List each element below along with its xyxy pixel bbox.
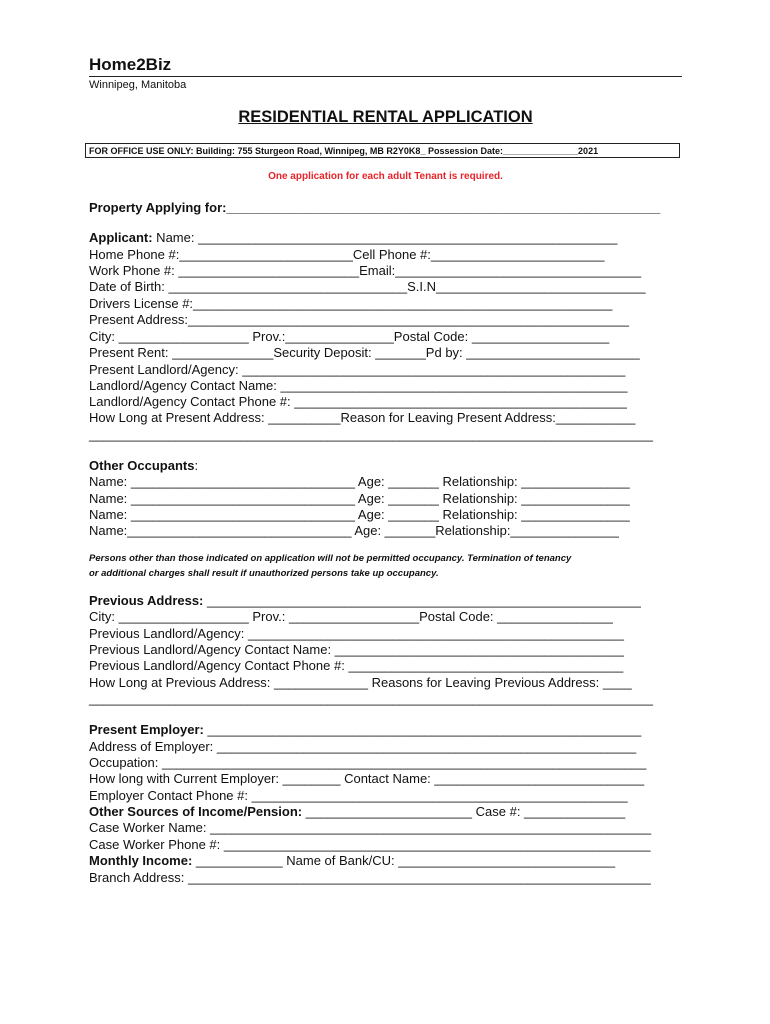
- reason-leaving-previous-continuation[interactable]: ______________________________________________________________________________: [89, 691, 653, 706]
- application-note: One application for each adult Tenant is required.: [268, 171, 503, 182]
- occupancy-warning-line-1: Persons other than those indicated on application will not be permitted occupancy. Termination of tenancy: [89, 553, 572, 564]
- how-long-previous-field[interactable]: How Long at Previous Address: _____________ Reasons for Leaving Previous Address: ____: [89, 675, 632, 690]
- previous-contact-name-field[interactable]: Previous Landlord/Agency Contact Name: ________________________________________: [89, 642, 624, 657]
- date-of-birth-field[interactable]: Date of Birth: _________________________________S.I.N_____________________________: [89, 279, 646, 294]
- previous-city-field[interactable]: City: __________________ Prov.: __________________Postal Code: ________________: [89, 609, 613, 624]
- previous-address-field[interactable]: [89, 593, 641, 608]
- work-phone-field[interactable]: Work Phone #: _________________________Email:__________________________________: [89, 263, 642, 278]
- office-use-box: FOR OFFICE USE ONLY: Building: 755 Sturgeon Road, Winnipeg, MB R2Y0K8_ Possession Date:_______________2021: [85, 143, 680, 158]
- occupant-row[interactable]: Name: _______________________________ Age: _______ Relationship: _______________: [89, 507, 630, 522]
- present-employer-label: Present Employer:: [89, 722, 204, 737]
- previous-landlord-field[interactable]: Previous Landlord/Agency: ____________________________________________________: [89, 626, 624, 641]
- occupant-row[interactable]: Name: _______________________________ Age: _______ Relationship: _______________: [89, 491, 630, 506]
- occupant-row[interactable]: Name: _______________________________ Age: _______ Relationship: _______________: [89, 474, 630, 489]
- other-income-field[interactable]: [89, 804, 625, 819]
- landlord-contact-name-field[interactable]: Landlord/Agency Contact Name: ________________________________________________: [89, 378, 628, 393]
- occupation-field[interactable]: Occupation: ___________________________________________________________________: [89, 755, 647, 770]
- previous-address-blank: ____________________________________________________________: [203, 593, 641, 608]
- other-occupants-colon: :: [194, 458, 199, 473]
- drivers-license-field[interactable]: Drivers License #:__________________________________________________________: [89, 296, 613, 311]
- previous-address-label: Previous Address:: [89, 593, 204, 608]
- applicant-label: Applicant:: [89, 230, 153, 245]
- other-income-blank: _______________________ Case #: ______________: [302, 804, 626, 819]
- present-employer-field[interactable]: [89, 722, 641, 737]
- city-prov-postal-field[interactable]: City: __________________ Prov.:_______________Postal Code: ___________________: [89, 329, 610, 344]
- present-employer-blank: ____________________________________________________________: [203, 722, 642, 737]
- landlord-contact-phone-field[interactable]: Landlord/Agency Contact Phone #: ______________________________________________: [89, 394, 627, 409]
- applicant-name-field[interactable]: [89, 230, 617, 245]
- other-income-label: Other Sources of Income/Pension:: [89, 804, 303, 819]
- employer-duration-field[interactable]: How long with Current Employer: ________ Contact Name: _____________________________: [89, 771, 645, 786]
- other-occupants-heading: [89, 458, 198, 473]
- reason-leaving-present-continuation[interactable]: ______________________________________________________________________________: [89, 427, 653, 442]
- previous-contact-phone-field[interactable]: Previous Landlord/Agency Contact Phone #: ______________________________________: [89, 658, 624, 673]
- present-rent-field[interactable]: Present Rent: ______________Security Deposit: _______Pd by: ________________________: [89, 345, 640, 360]
- monthly-income-field[interactable]: [89, 853, 615, 868]
- present-landlord-field[interactable]: Present Landlord/Agency: _____________________________________________________: [89, 362, 626, 377]
- case-worker-phone-field[interactable]: Case Worker Phone #: ___________________________________________________________: [89, 837, 651, 852]
- how-long-present-field[interactable]: How Long at Present Address: __________Reason for Leaving Present Address:___________: [89, 410, 636, 425]
- property-applying-field[interactable]: Property Applying for:____________________________________________________________: [89, 200, 661, 215]
- monthly-income-blank: ____________ Name of Bank/CU: ______________________________: [192, 853, 616, 868]
- company-name: Home2Biz: [89, 55, 172, 74]
- monthly-income-label: Monthly Income:: [89, 853, 193, 868]
- branch-address-field[interactable]: Branch Address: ________________________________________________________________: [89, 870, 651, 885]
- form-title: RESIDENTIAL RENTAL APPLICATION: [238, 108, 533, 126]
- applicant-name-blank: Name: __________________________________________________________: [152, 230, 618, 245]
- occupancy-warning-line-2: or additional charges shall result if unauthorized persons take up occupancy.: [89, 568, 439, 579]
- present-address-field[interactable]: Present Address:_____________________________________________________________: [89, 312, 630, 327]
- company-location: Winnipeg, Manitoba: [89, 79, 187, 91]
- other-occupants-label: Other Occupants: [89, 458, 195, 473]
- employer-address-field[interactable]: Address of Employer: __________________________________________________________: [89, 739, 637, 754]
- home-phone-field[interactable]: Home Phone #:________________________Cell Phone #:________________________: [89, 247, 605, 262]
- occupant-row[interactable]: Name:_______________________________ Age: _______Relationship:_______________: [89, 523, 619, 538]
- header-rule: [89, 76, 682, 77]
- case-worker-name-field[interactable]: Case Worker Name: _____________________________________________________________: [89, 820, 652, 835]
- employer-contact-phone-field[interactable]: Employer Contact Phone #: ____________________________________________________: [89, 788, 628, 803]
